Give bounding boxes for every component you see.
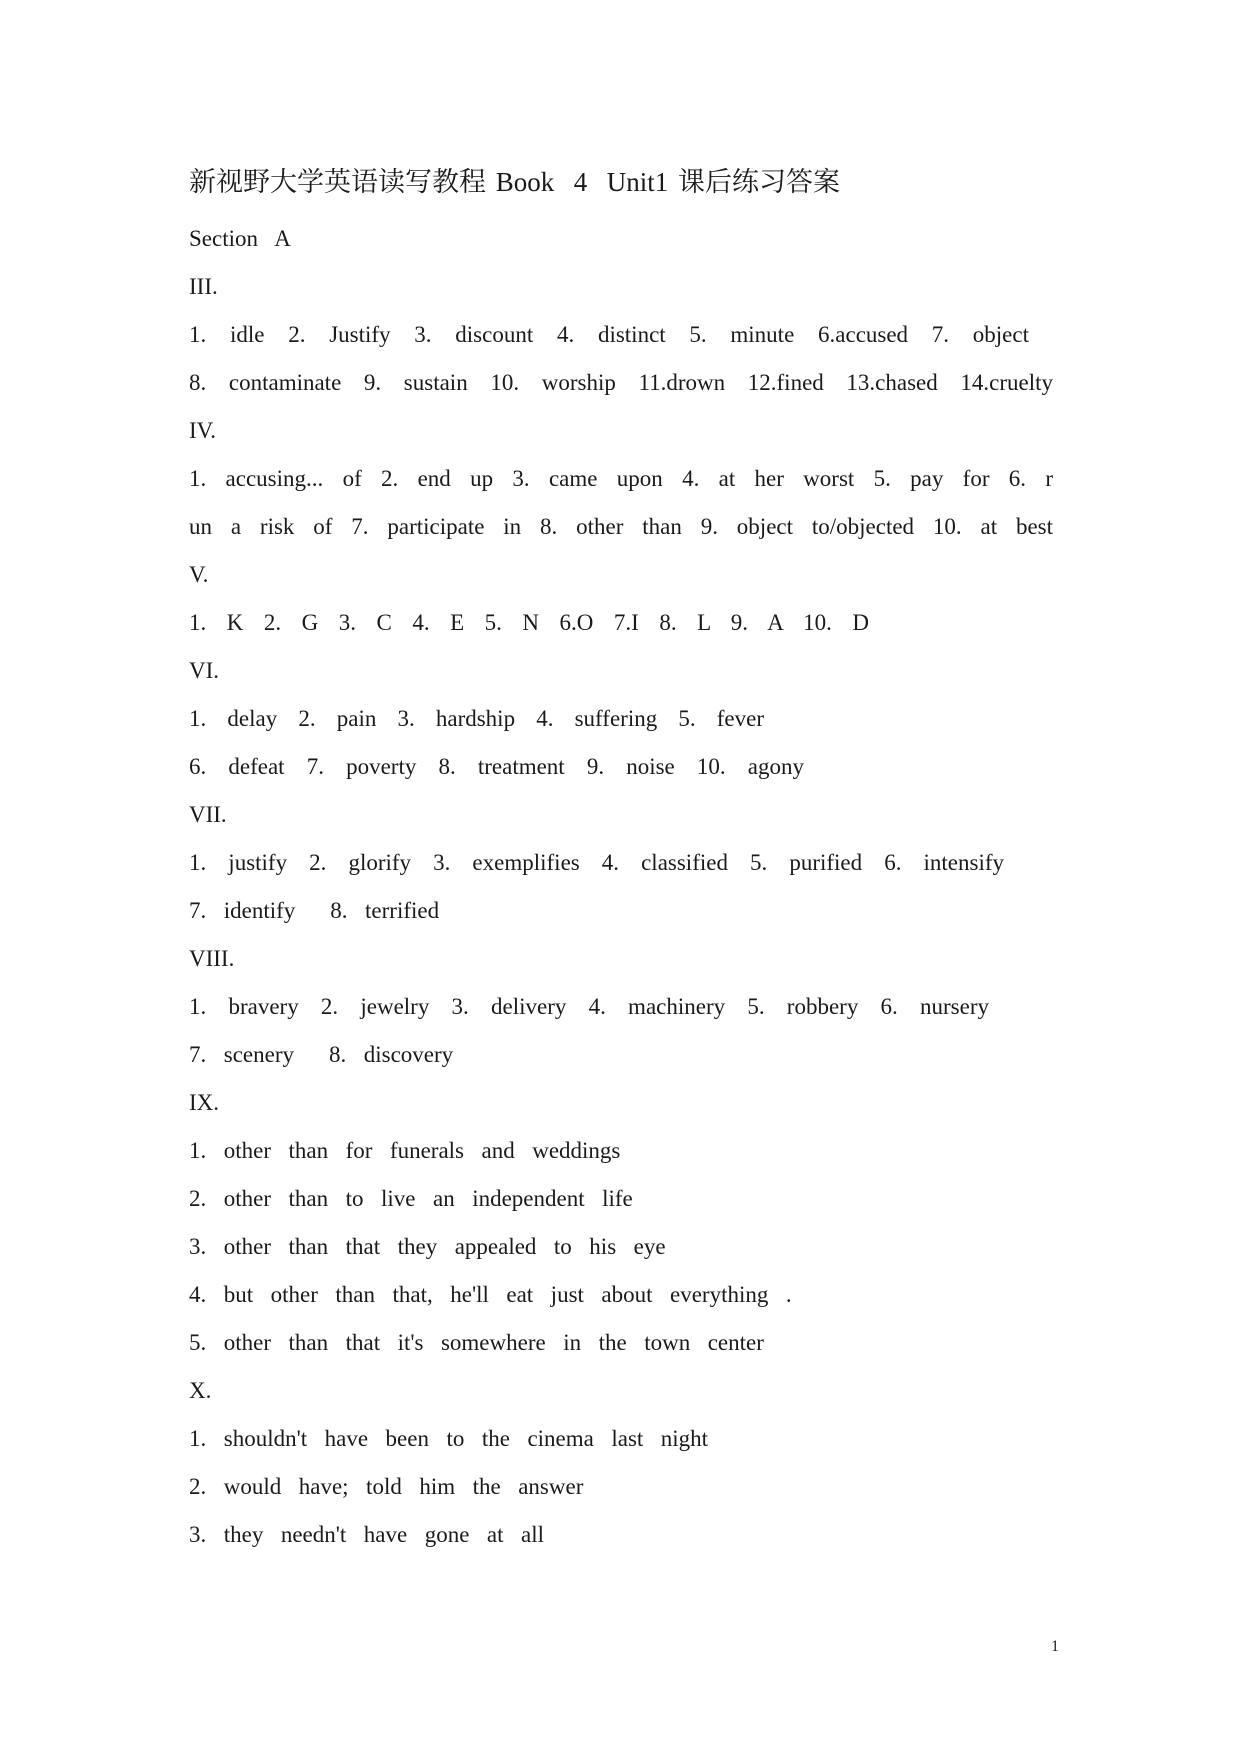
section-heading: Section A (189, 226, 291, 251)
answer-line: 1. shouldn't have been to the cinema last night (189, 1426, 709, 1451)
answer-line: 2. other than to live an independent life (189, 1186, 633, 1211)
exercise-heading-iii: III. (189, 274, 218, 299)
exercise-heading-vi: VI. (189, 658, 220, 683)
answer-line: 1. other than for funerals and weddings (189, 1138, 621, 1163)
exercise-heading-vii: VII. (189, 802, 227, 827)
exercise-heading-x: X. (189, 1378, 212, 1403)
answer-line: 1. accusing... of 2. end up 3. came upon 4. at her worst 5. pay for 6. r (189, 466, 1053, 491)
answer-line: 6. defeat 7. poverty 8. treatment 9. noise 10. agony (189, 754, 804, 779)
page-number: 1 (1051, 1638, 1059, 1655)
answer-line: 1. bravery 2. jewelry 3. delivery 4. machinery 5. robbery 6. nursery (189, 994, 989, 1019)
answer-line: 1. idle 2. Justify 3. discount 4. distinct 5. minute 6.accused 7. object (189, 322, 1029, 347)
answer-line: 1. delay 2. pain 3. hardship 4. suffering 5. fever (189, 706, 764, 731)
exercise-heading-iv: IV. (189, 418, 217, 443)
answer-line: 5. other than that it's somewhere in the town center (189, 1330, 764, 1355)
answer-line: 4. but other than that, he'll eat just about everything . (189, 1282, 792, 1307)
document-title: 新视野大学英语读写教程 Book 4 Unit1 课后练习答案 (189, 167, 841, 197)
exercise-heading-ix: IX. (189, 1090, 220, 1115)
answer-line: 3. they needn't have gone at all (189, 1522, 545, 1547)
answer-line: 3. other than that they appealed to his eye (189, 1234, 666, 1259)
answer-line: un a risk of 7. participate in 8. other than 9. object to/objected 10. at best (189, 514, 1053, 539)
answer-line: 7. scenery 8. discovery (189, 1042, 454, 1067)
answer-line: 1. justify 2. glorify 3. exemplifies 4. classified 5. purified 6. intensify (189, 850, 1004, 875)
exercise-heading-v: V. (189, 562, 209, 587)
answer-line: 7. identify 8. terrified (189, 898, 440, 923)
answer-line: 8. contaminate 9. sustain 10. worship 11.drown 12.fined 13.chased 14.cruelty (189, 370, 1053, 395)
answer-line: 2. would have; told him the answer (189, 1474, 584, 1499)
answer-line: 1. K 2. G 3. C 4. E 5. N 6.O 7.I 8. L 9. A 10. D (189, 610, 869, 635)
exercise-heading-viii: VIII. (189, 946, 235, 971)
